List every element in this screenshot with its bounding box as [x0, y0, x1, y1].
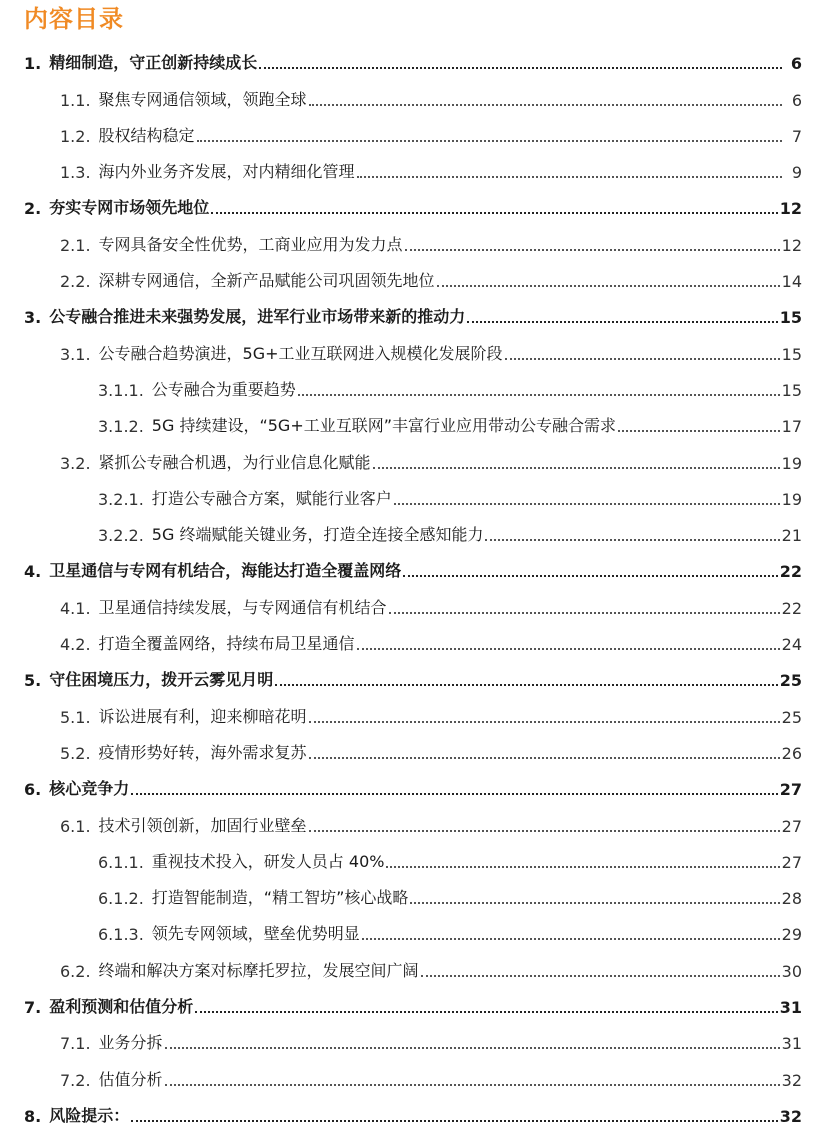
toc-entry-number: 1.3. — [60, 163, 91, 183]
toc-entry-number: 5.1. — [60, 707, 91, 727]
toc-entry-page: 21 — [781, 526, 802, 546]
dot-leader — [298, 394, 780, 396]
toc-entry-number: 4. — [24, 562, 42, 582]
toc-heading: 内容目录 — [24, 5, 124, 33]
toc-entry-title: 聚焦专网通信领域，领跑全球 — [98, 89, 307, 109]
toc-entry[interactable] — [0, 370, 830, 406]
toc-entry-number: 6. — [24, 780, 42, 800]
toc-entry-number: 3.2.2. — [98, 526, 144, 546]
toc-entry-page: 29 — [781, 925, 802, 945]
toc-entry-page: 19 — [781, 489, 802, 509]
toc-entry-page: 14 — [781, 272, 802, 292]
toc-entry[interactable] — [0, 333, 830, 369]
toc-entry-page: 30 — [781, 961, 802, 981]
toc-entry[interactable] — [0, 79, 830, 115]
dot-leader — [467, 321, 778, 323]
dot-leader — [309, 721, 780, 723]
dot-leader — [403, 575, 778, 577]
toc-entry-title: 业务分拆 — [98, 1033, 163, 1053]
dot-leader — [275, 684, 778, 686]
toc-entry-title: 打造智能制造，“精工智坊”核心战略 — [151, 888, 409, 908]
toc-entry-title: 公专融合为重要趋势 — [151, 379, 296, 399]
dot-leader — [618, 430, 780, 432]
toc-entry-title: 重视技术投入，研发人员占 40% — [151, 851, 385, 871]
toc-entry[interactable] — [0, 660, 830, 696]
toc-entry-page: 22 — [779, 562, 802, 582]
toc-entry-number: 6.1.1. — [98, 852, 144, 872]
dot-leader — [362, 938, 780, 940]
toc-entry-number: 6.1.3. — [98, 925, 144, 945]
toc-entry-title: 领先专网领域，壁垒优势明显 — [151, 924, 360, 944]
dot-leader — [386, 866, 779, 868]
toc-entry-number: 6.1. — [60, 816, 91, 836]
toc-entry-page: 15 — [781, 380, 802, 400]
toc-entry-title: 打造公专融合方案，赋能行业客户 — [151, 488, 392, 508]
dot-leader — [131, 1120, 778, 1122]
toc-entry[interactable] — [0, 442, 830, 478]
toc-entry-page: 28 — [781, 889, 802, 909]
dot-leader — [165, 1084, 780, 1086]
dot-leader — [437, 285, 780, 287]
dot-leader — [165, 1047, 780, 1049]
dot-leader — [195, 1011, 778, 1013]
toc-entry-number: 8. — [24, 1106, 42, 1126]
toc-entry[interactable] — [0, 805, 830, 841]
toc-entry-title: 专网具备安全性优势，工商业应用为发力点 — [98, 234, 403, 254]
toc-entry-page: 25 — [779, 671, 802, 691]
toc-entry-title: 诉讼进展有利，迎来柳暗花明 — [98, 706, 307, 726]
toc-entry-number: 3.2.1. — [98, 489, 144, 509]
toc-entry-title: 5G 持续建设，“5G+工业互联网”丰富行业应用带动公专融合需求 — [151, 416, 617, 436]
dot-leader — [211, 212, 778, 214]
toc-entry-title: 深耕专网通信，全新产品赋能公司巩固领先地位 — [98, 271, 435, 291]
toc-entry-page: 17 — [781, 417, 802, 437]
toc-entry-number: 6.1.2. — [98, 889, 144, 909]
toc-entry-title: 海内外业务齐发展，对内精细化管理 — [98, 162, 355, 182]
dot-leader — [505, 358, 780, 360]
toc-entry[interactable] — [0, 43, 830, 79]
toc-entry[interactable] — [0, 878, 830, 914]
toc-entry-page: 15 — [779, 308, 802, 328]
toc-entry-title: 估值分析 — [98, 1069, 163, 1089]
toc-entry-number: 3.1.2. — [98, 417, 144, 437]
toc-entry-number: 3.1. — [60, 344, 91, 364]
toc-entry-title: 疫情形势好转，海外需求复苏 — [98, 742, 307, 762]
toc-entry-number: 6.2. — [60, 961, 91, 981]
toc-entry-number: 2.1. — [60, 235, 91, 255]
toc-entry[interactable] — [0, 733, 830, 769]
toc-entry-title: 终端和解决方案对标摩托罗拉，发展空间广阔 — [98, 960, 419, 980]
toc-entry-number: 7.1. — [60, 1034, 91, 1054]
toc-entry-title: 核心竞争力 — [49, 779, 130, 799]
toc-entry-page: 12 — [779, 199, 802, 219]
toc-entry-number: 1. — [24, 54, 42, 74]
dot-leader — [373, 467, 780, 469]
toc-entry-number: 4.2. — [60, 635, 91, 655]
toc-entry-title: 盈利预测和估值分析 — [49, 997, 194, 1017]
dot-leader — [405, 249, 780, 251]
toc-entry-page: 27 — [781, 852, 802, 872]
toc-entry-title: 卫星通信与专网有机结合，海能达打造全覆盖网络 — [49, 561, 402, 581]
toc-entry-page: 22 — [781, 598, 802, 618]
toc-entry-title: 夯实专网市场领先地位 — [49, 198, 210, 218]
dot-leader — [357, 176, 782, 178]
toc-entry[interactable] — [0, 1023, 830, 1059]
toc-entry-title: 公专融合趋势演进，5G+工业互联网进入规模化发展阶段 — [98, 343, 503, 363]
toc-entry-number: 3. — [24, 308, 42, 328]
toc-entry-number: 1.2. — [60, 126, 91, 146]
toc-entry-title: 守住困境压力，拨开云雾见月明 — [49, 670, 274, 690]
dot-leader — [421, 975, 780, 977]
toc-entry-title: 5G 终端赋能关键业务，打造全连接全感知能力 — [151, 525, 484, 545]
toc-entry-page: 6 — [791, 90, 802, 110]
toc-entry[interactable] — [0, 261, 830, 297]
dot-leader — [394, 503, 780, 505]
toc-entry-number: 1.1. — [60, 90, 91, 110]
toc-entry[interactable] — [0, 224, 830, 260]
toc-entry-page: 27 — [779, 780, 802, 800]
toc-entry[interactable] — [0, 842, 830, 878]
toc-entry-page: 9 — [791, 163, 802, 183]
dot-leader — [485, 539, 779, 541]
toc-entry[interactable] — [0, 479, 830, 515]
toc-entry[interactable] — [0, 515, 830, 551]
toc-entry[interactable] — [0, 1096, 830, 1132]
toc-entry-page: 15 — [781, 344, 802, 364]
toc-entry-page: 26 — [781, 743, 802, 763]
dot-leader — [131, 793, 778, 795]
toc-entry[interactable] — [0, 914, 830, 950]
toc-entry[interactable] — [0, 551, 830, 587]
toc-entry-number: 3.1.1. — [98, 380, 144, 400]
dot-leader — [389, 612, 780, 614]
toc-entry-number: 5. — [24, 671, 42, 691]
dot-leader — [259, 67, 782, 69]
toc-entry-title: 股权结构稳定 — [98, 125, 195, 145]
toc-entry-title: 技术引领创新，加固行业壁垒 — [98, 815, 307, 835]
toc-entry-page: 6 — [790, 54, 802, 74]
toc-entry[interactable] — [0, 769, 830, 805]
toc-entry-title: 打造全覆盖网络，持续布局卫星通信 — [98, 634, 355, 654]
toc-entry-title: 风险提示： — [49, 1105, 130, 1125]
toc-entry-number: 2.2. — [60, 272, 91, 292]
toc-entry-page: 12 — [781, 235, 802, 255]
toc-entry-title: 紧抓公专融合机遇，为行业信息化赋能 — [98, 452, 371, 472]
toc-entry-page: 31 — [781, 1034, 802, 1054]
toc-entry-title: 精细制造，守正创新持续成长 — [49, 53, 258, 73]
toc-entry-page: 25 — [781, 707, 802, 727]
toc-entry-page: 27 — [781, 816, 802, 836]
toc-entry-number: 3.2. — [60, 453, 91, 473]
toc-entry-page: 19 — [781, 453, 802, 473]
toc-entry[interactable] — [0, 950, 830, 986]
toc-entry[interactable] — [0, 587, 830, 623]
toc-entry[interactable] — [0, 1059, 830, 1095]
toc-entry-title: 公专融合推进未来强势发展，进军行业市场带来新的推动力 — [49, 307, 466, 327]
toc-entry-number: 7. — [24, 998, 42, 1018]
dot-leader — [357, 648, 780, 650]
toc-entry-number: 2. — [24, 199, 42, 219]
dot-leader — [410, 902, 779, 904]
toc-entry[interactable] — [0, 987, 830, 1023]
toc-entry[interactable] — [0, 152, 830, 188]
toc-entry[interactable] — [0, 297, 830, 333]
dot-leader — [309, 830, 780, 832]
toc-entry-page: 32 — [781, 1070, 802, 1090]
toc-entry-page: 24 — [781, 635, 802, 655]
dot-leader — [309, 104, 782, 106]
table-of-contents — [0, 43, 830, 1132]
toc-entry[interactable] — [0, 696, 830, 732]
toc-entry[interactable] — [0, 188, 830, 224]
toc-entry-number: 7.2. — [60, 1070, 91, 1090]
toc-entry-number: 5.2. — [60, 743, 91, 763]
toc-entry-number: 4.1. — [60, 598, 91, 618]
toc-entry-page: 7 — [791, 126, 802, 146]
toc-entry[interactable] — [0, 116, 830, 152]
toc-entry-page: 31 — [779, 998, 802, 1018]
dot-leader — [197, 140, 782, 142]
toc-entry-title: 卫星通信持续发展，与专网通信有机结合 — [98, 597, 387, 617]
toc-entry-page: 32 — [779, 1106, 802, 1126]
dot-leader — [309, 757, 780, 759]
toc-entry[interactable] — [0, 406, 830, 442]
toc-entry[interactable] — [0, 624, 830, 660]
